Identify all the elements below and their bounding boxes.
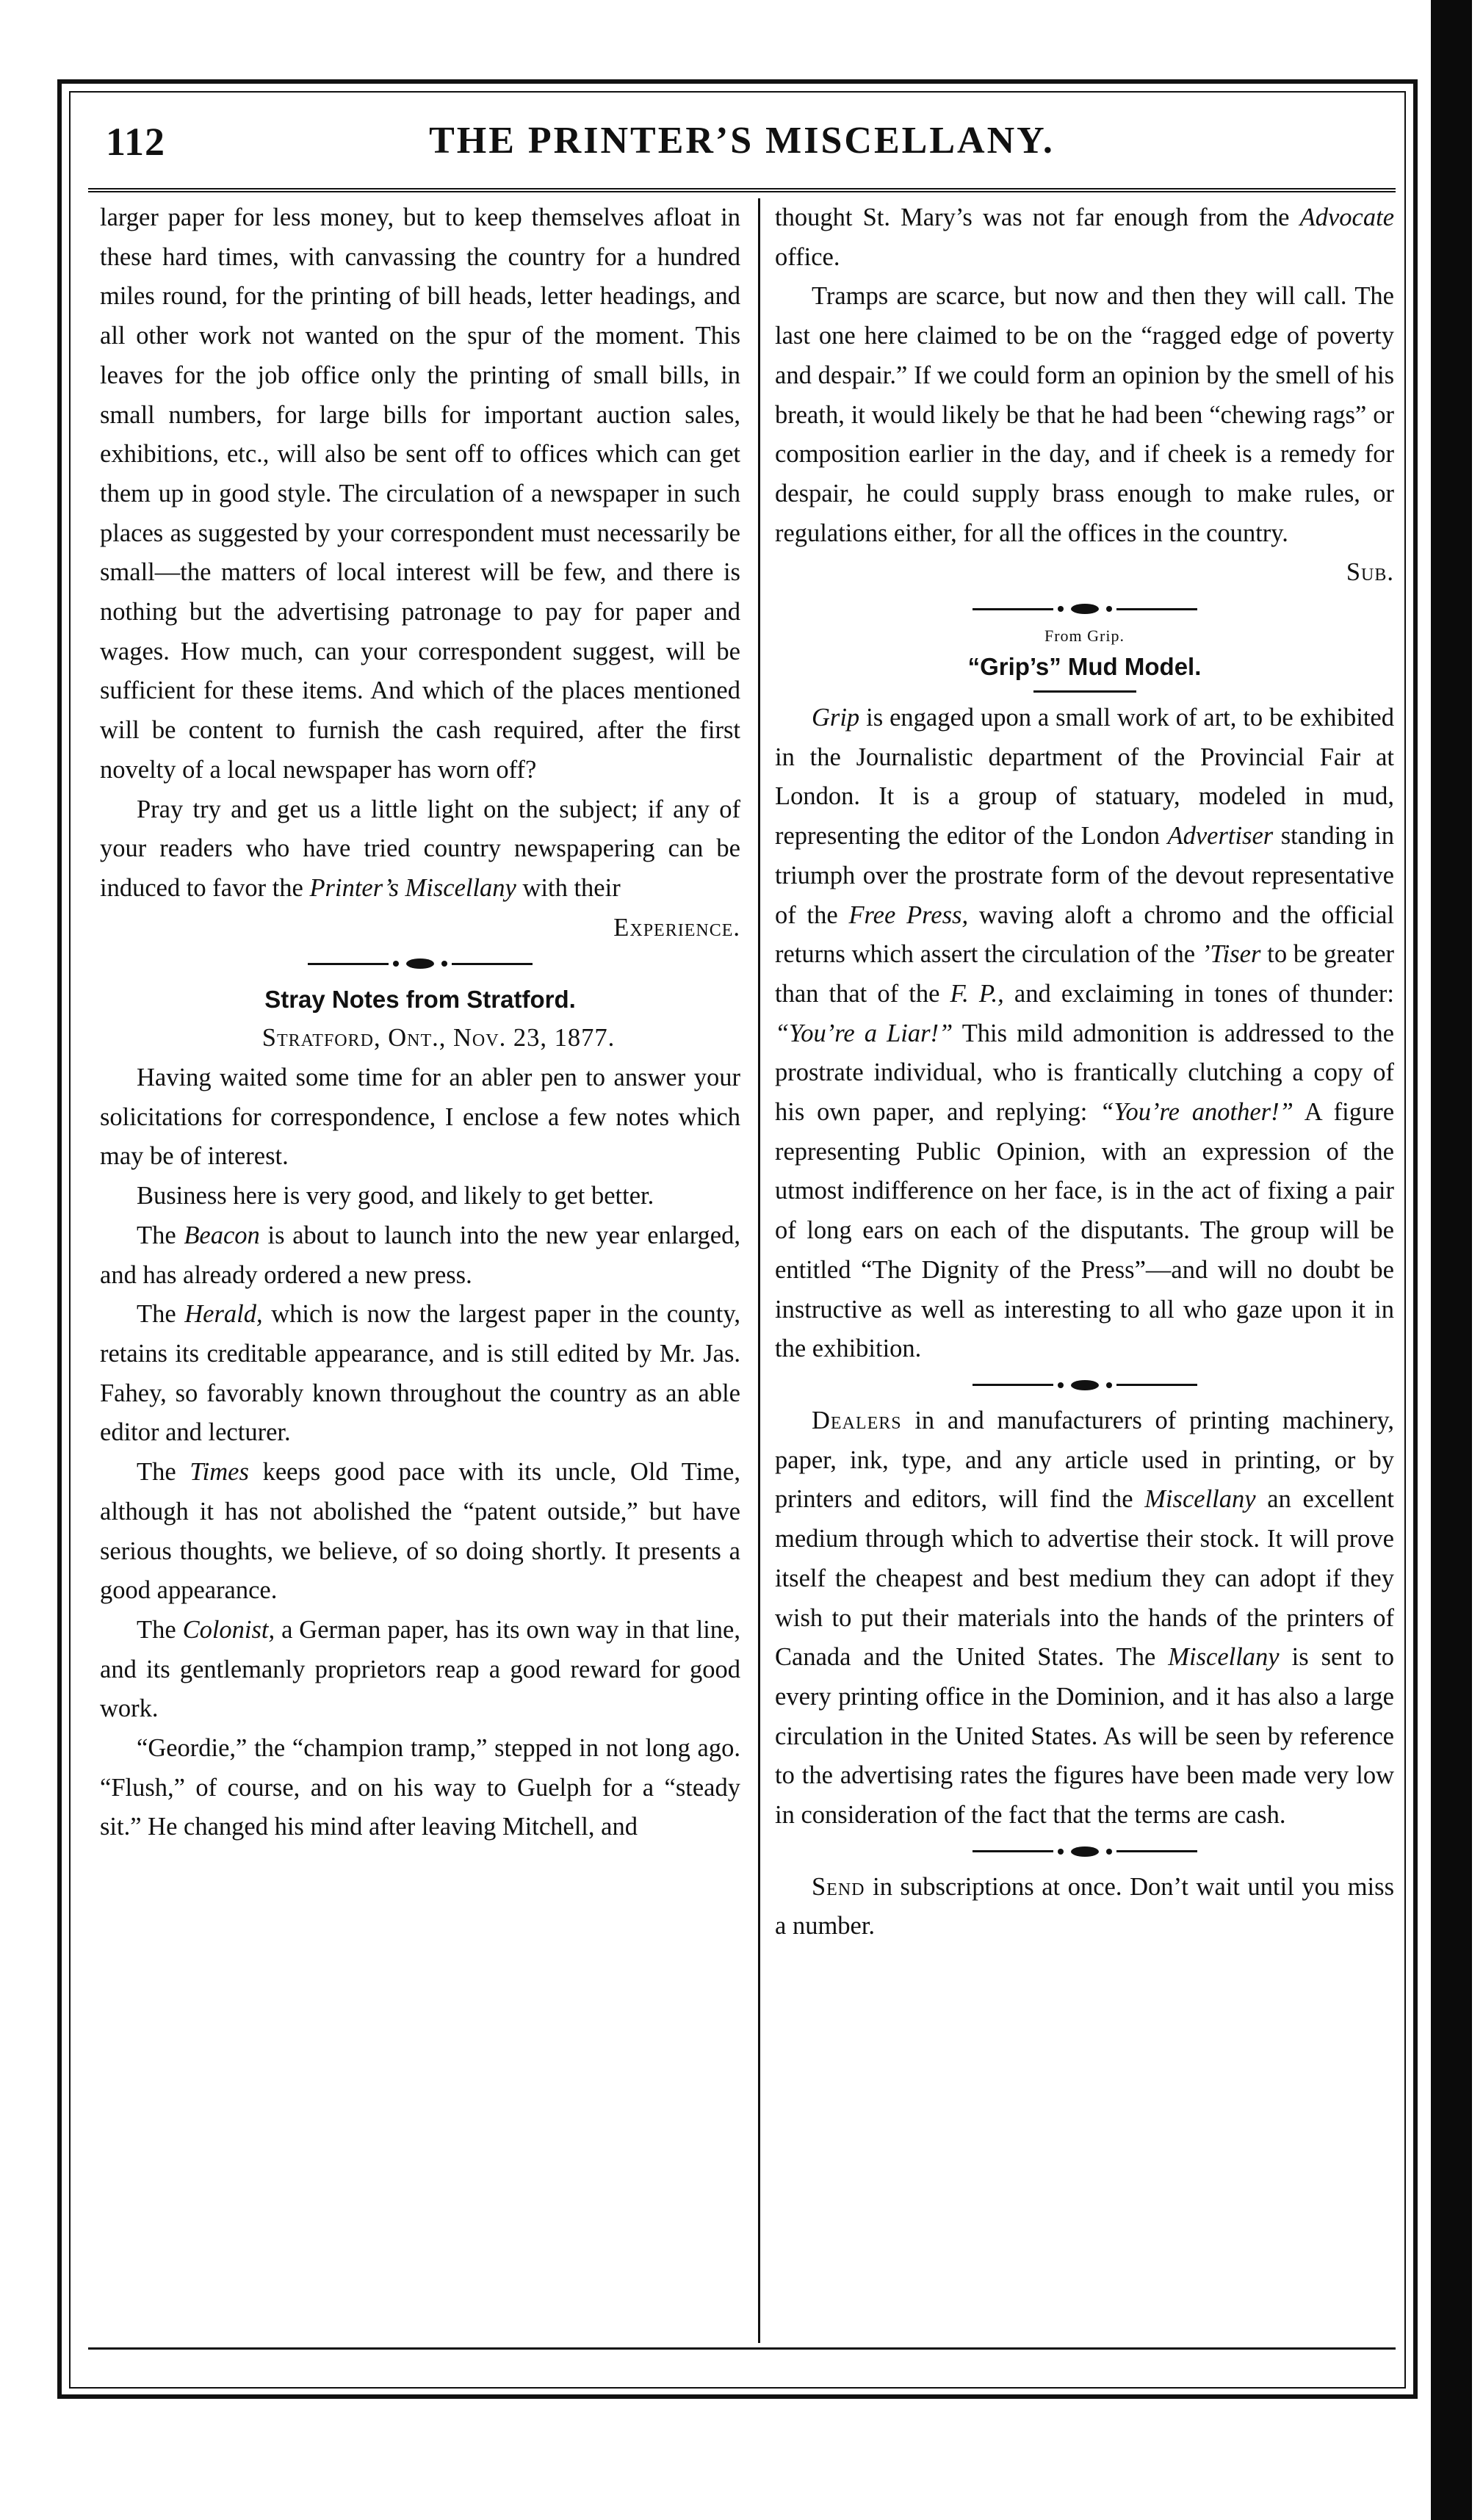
grip-italic: “You’re another!” <box>1100 1098 1293 1127</box>
column-divider <box>758 198 760 2343</box>
stray-notes-title: Stray Notes from Stratford. <box>264 986 576 1014</box>
running-title: THE PRINTER’S MISCELLANY. <box>429 120 1055 162</box>
paper-name: Colonist, <box>182 1615 275 1644</box>
plea-before: Pray try and get us a little light on the subject; if any of your readers who have tried country newspapering can be induced to favor the <box>100 795 740 902</box>
stray-notes-paragraph <box>100 1453 740 1611</box>
stratford-continued <box>775 198 1394 277</box>
grip-italic: F. P., <box>950 979 1004 1008</box>
send-lead: Send <box>812 1872 865 1901</box>
dealers-text: an excellent medium through which to advertise their stock. It will prove itself the cheapest and best medium they can adopt if they wish to put their materials into the hands of the printers of Canada and the United States. The <box>775 1485 1394 1672</box>
grip-italic: Grip <box>812 704 860 732</box>
paragraph-rest: is about to launch into the new year enlarged, and has already ordered a new press. <box>100 1221 740 1289</box>
send-paragraph <box>775 1868 1394 1946</box>
paper-name: Beacon <box>184 1221 260 1249</box>
page-number: 112 <box>106 120 166 164</box>
tramps-signature: Sub. <box>1346 558 1394 587</box>
stray-notes-paragraph: “Geordie,” the “champion tramp,” stepped in not long ago. “Flush,” of course, and on his way to Guelph for a “steady sit.” He changed his mind after leaving Mitchell, and <box>100 1734 740 1841</box>
paragraph-rest: keeps good pace with its uncle, Old Time, although it has not abolished the “patent outside,” but have serious thoughts, we believe, of so doing shortly. It presents a good appearance. <box>100 1458 740 1605</box>
section-ornament <box>775 593 1394 625</box>
plea-after: with their <box>522 873 621 902</box>
grip-text: This mild admonition is addressed to the prostrate individual, who is frantically clutching a copy of his own paper, and replying: <box>775 1019 1394 1127</box>
paper-name: Herald, <box>184 1300 263 1329</box>
section-ornament <box>100 947 740 980</box>
grip-title: “Grip’s” Mud Model. <box>967 653 1202 681</box>
stray-notes-dateline: Stratford, Ont., Nov. 23, 1877. <box>261 1024 616 1053</box>
grip-text: A figure representing Public Opinion, with an expression of the utmost indifference on her face, is in the act of fixing a pair of long ears on each of the disputants. The group will be entitled “The Dignity of the Press”—and will no doubt be instructive as well as interesting to all who gaze upon it in the exhibition. <box>775 1098 1395 1363</box>
the-word: The <box>137 1221 176 1249</box>
dealers-paragraph <box>775 1401 1394 1835</box>
letter-plea <box>100 790 740 909</box>
bottom-rule <box>88 2347 1396 2350</box>
send-text: in subscriptions at once. Don’t wait until you miss a number. <box>775 1872 1394 1940</box>
dealers-lead: Dealers <box>812 1406 902 1434</box>
page-header <box>88 110 1396 176</box>
grip-italic: “You’re a Liar!” <box>775 1019 953 1047</box>
grip-italic: ’Tiser <box>1201 940 1261 969</box>
cont-before: thought St. Mary’s was not far enough from the <box>775 203 1290 231</box>
grip-text: to be greater than that of the <box>775 940 1395 1008</box>
stray-notes-paragraph: Having waited some time for an abler pen to answer your solicitations for correspondence, I enclose a few notes which may be of interest. <box>100 1064 740 1171</box>
grip-text: is engaged upon a small work of art, to be exhibited in the Journalistic department of the Provincial Fair at London. It is a group of statuary, modeled in mud, representing the editor of the London <box>775 704 1394 851</box>
grip-text: standing in triumph over the prostrate form of the devout representative of the <box>775 822 1395 929</box>
letter-signature: Experience. <box>613 913 740 942</box>
paragraph-rest: a German paper, has its own way in that line, and its gentlemanly proprietors reap a good reward for good work. <box>100 1615 740 1723</box>
paragraph-rest: which is now the largest paper in the county, retains its creditable appearance, and is still edited by Mr. Jas. Fahey, so favorably known throughout the country as an able editor and lecturer. <box>100 1300 741 1447</box>
tramps-paragraph: Tramps are scarce, but now and then they will call. The last one here claimed to be on the “ragged edge of poverty and despair.” If we could form an opinion by the smell of his breath, it would likely be that he had been “chewing rags” or composition earlier in the day, and if cheek is a remedy for despair, he could supply brass enough to make rules, or regulations either, for all the offices in the country. <box>775 282 1394 547</box>
grip-italic: Free Press, <box>848 900 969 929</box>
cont-after: office. <box>775 242 840 271</box>
grip-text: waving aloft a chromo and the official returns which assert the circulation of the <box>775 900 1394 969</box>
title-rule <box>1033 690 1136 693</box>
dealers-italic: Miscellany <box>1144 1485 1256 1514</box>
paper-name: Times <box>190 1458 249 1487</box>
grip-source: From Grip. <box>1044 627 1125 646</box>
binding-edge <box>1431 0 1472 2520</box>
stray-notes-paragraph <box>100 1216 740 1295</box>
grip-text: and exclaiming in tones of thunder: <box>1014 979 1394 1008</box>
dealers-text: in and manufacturers of printing machinery, paper, ink, type, and any article used in printing, or by printers and editors, will find the <box>775 1406 1394 1514</box>
dealers-text: is sent to every printing office in the Dominion, and it has also a large circulation in the United States. As will be seen by reference to the advertising rates the figures have been made very low in consideration of the fact that the terms are cash. <box>775 1643 1394 1830</box>
right-column <box>775 198 1394 1946</box>
header-rule <box>88 188 1396 192</box>
plea-italic: Printer’s Miscellany <box>309 873 516 902</box>
the-word: The <box>137 1300 176 1329</box>
grip-paragraph <box>775 698 1394 1369</box>
left-column <box>100 198 740 1847</box>
dealers-italic: Miscellany <box>1168 1643 1280 1672</box>
section-ornament <box>775 1835 1394 1868</box>
the-word: The <box>137 1458 176 1487</box>
letter-continued: larger paper for less money, but to keep themselves afloat in these hard times, with canvassing the country for a hundred miles round, for the printing of bill heads, letter headings, and all other work not wanted on the spur of the moment. This leaves for the job office only the printing of small bills, in small numbers, for large bills for important auction sales, exhibitions, etc., will also be sent off to offices which can get them up in good style. The circulation of a newspaper in such places as suggested by your correspondent must necessarily be small—the matters of local interest will be few, and there is nothing but the advertising patronage to pay for paper and wages. How much, can your correspondent suggest, will be sufficient for these items. And which of the places mentioned will be content to furnish the cash required, after the first novelty of a local newspaper has worn off? <box>100 203 740 784</box>
stray-notes-paragraph: Business here is very good, and likely to get better. <box>137 1182 654 1210</box>
stray-notes-paragraph <box>100 1611 740 1729</box>
paper-name: Advocate <box>1299 203 1395 231</box>
the-word: The <box>137 1615 176 1644</box>
grip-italic: Advertiser <box>1167 822 1274 851</box>
section-ornament <box>775 1369 1394 1401</box>
stray-notes-paragraph <box>100 1295 740 1453</box>
